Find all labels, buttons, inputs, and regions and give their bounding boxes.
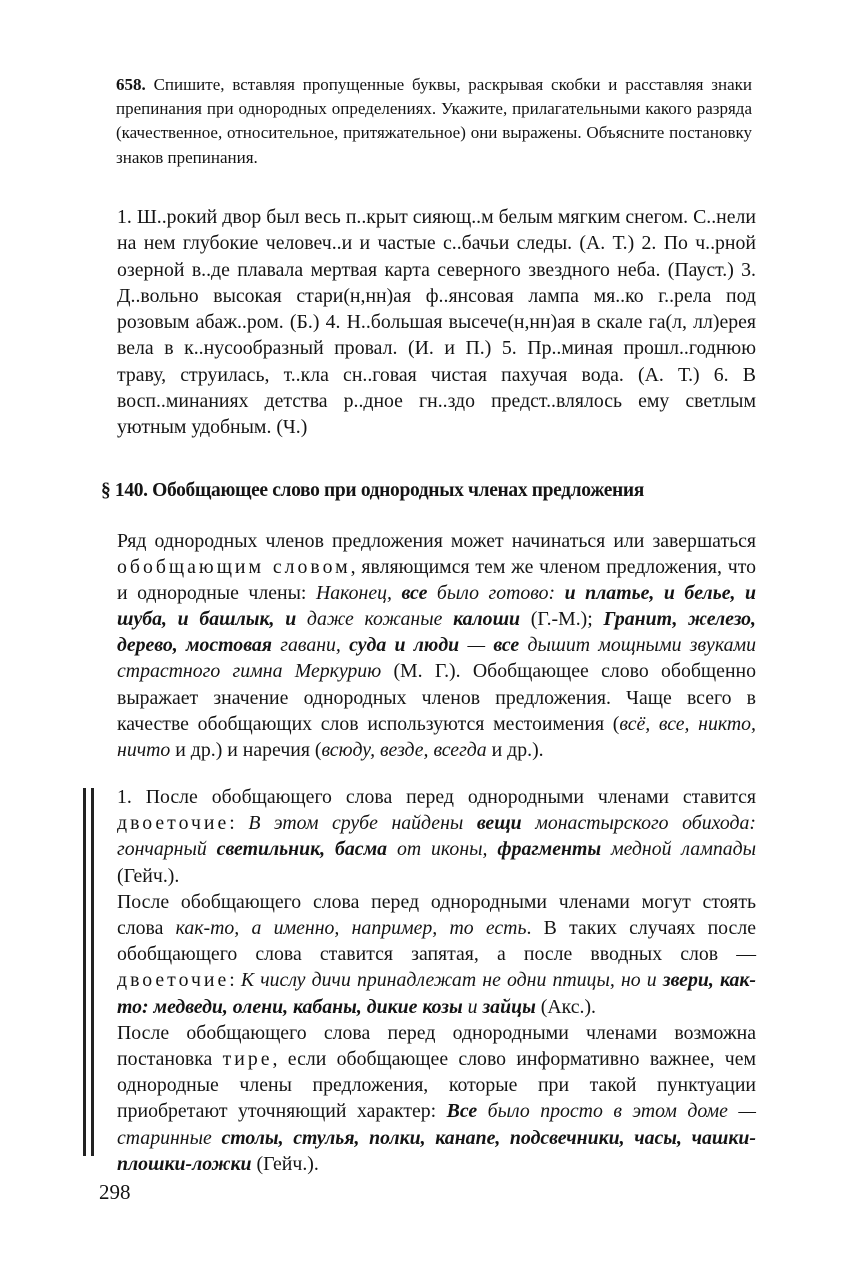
example: К числу дичи принадлежат не одни птицы, но и — [240, 969, 663, 992]
example-bold: все — [401, 582, 428, 605]
example: Наконец, — [315, 582, 402, 605]
exercise-instruction — [116, 73, 752, 170]
text: и др.) и наречия ( — [170, 738, 322, 761]
example-bold: столы, стулья, полки, канапе, подсвечники, часы, чашки-плошки-ложки — [117, 1126, 756, 1175]
example-bold: фрагменты — [497, 838, 602, 861]
text: 1. После обобщающего слова перед однородными членами ставится — [117, 786, 756, 808]
text: (Гейч.). — [117, 864, 180, 887]
example: медной лампады — [601, 838, 757, 861]
text: После обобщающего слова перед однородными членами возможна постановка — [117, 1021, 756, 1071]
text: Ряд однородных членов предложения может начинаться или завершаться — [117, 530, 756, 552]
example: от иконы, — [387, 838, 498, 861]
example: даже кожаные — [296, 608, 454, 631]
example-bold: суда и люди — [349, 634, 460, 657]
spaced-term: двоеточие — [117, 812, 230, 835]
exercise-sentences: 1. Ш..рокий двор был весь п..крыт сияющ..м белым мягким снегом. С..нели на нем глубокие человеч..и и частые с..бачьи следы. (А. Т.) 2. По ч..рной озерной в..де плавала мертвая карта северного звездного неба. (Пауст.) 3. Д..вольно высокая стари(н,нн)ая ф..янсовая лампа мя..ко г..рела под розовым абаж..ром. (Б.) 4. Н..большая высече(н,нн)ая в скале га(л, лл)ерея вела в к..нусообразный провал. (И. и П.) 5. Пр..миная прошл..годнюю траву, струилась, т..кла сн..говая чистая пахучая вода. (А. Т.) 6. В восп..минаниях детства р..дное гн..здо предст..влялось ему светлым уютным удобным. (Ч.) — [117, 206, 756, 439]
text: (Акс.). — [535, 995, 597, 1018]
example: — — [459, 634, 494, 657]
example-bold: зайцы — [482, 995, 536, 1018]
rule-2 — [117, 889, 756, 1020]
text: : — [229, 812, 249, 835]
text: : — [229, 969, 241, 992]
text: (Гейч.). — [251, 1152, 319, 1175]
example: и — [462, 995, 483, 1018]
punctuation-rules — [117, 784, 756, 1177]
example-bold: все — [493, 634, 520, 657]
rule-3 — [117, 1020, 756, 1177]
example-bold: Гранит, железо, дерево, мостовая — [117, 608, 756, 657]
example-bold: и платье, и белье, и шуба, и башлык, и — [117, 582, 756, 631]
text: (Г.-М.); — [520, 608, 604, 631]
page-number: 298 — [99, 1180, 131, 1204]
rule-1 — [117, 784, 756, 889]
text: и др.). — [486, 738, 544, 761]
text: . В таких случаях после обобщающего слова ставится запятая, а после вводных слов — — [117, 917, 756, 966]
example: дышит мощными звуками страстного гимна Меркурию — [117, 634, 756, 683]
example-bold: звери, как-то: медведи, олени, кабаны, дикие козы — [117, 969, 756, 1018]
example-bold: Все — [446, 1100, 478, 1123]
theory-paragraph — [117, 528, 756, 763]
rules-border-line — [91, 788, 94, 1156]
example: В этом срубе найдены — [248, 812, 477, 835]
example: гавани, — [271, 634, 350, 657]
example: было просто в этом доме — старинные — [117, 1100, 757, 1149]
example: было готово: — [427, 582, 565, 605]
example: монастырского обихода: гончарный — [117, 812, 756, 861]
exercise-number: 658. — [116, 75, 146, 94]
text: (М. Г.). Обобщающее слово обобщенно выражает значение однородных членов предложения. Чаще всего в качестве обобщающих слов используются местоимения ( — [117, 660, 757, 735]
example-bold: калоши — [453, 608, 521, 631]
rules-border-line — [83, 788, 86, 1156]
section-heading: § 140. Обобщающее слово при однородных членах предложения — [101, 480, 644, 501]
text: , являющимся тем же членом предложения, что и однородные члены: — [117, 556, 757, 605]
example: всюду, везде, всегда — [321, 738, 487, 761]
example: всё, все, никто, ничто — [117, 712, 756, 761]
text: , если обобщающее слово информативно важнее, чем однородные члены предложения, которые при такой пунктуации приобретают уточняющий характер: — [117, 1048, 756, 1123]
exercise-text: Спишите, вставляя пропущенные буквы, раскрывая скобки и расставляя знаки препинания при однородных определениях. Укажите, прилагательными какого разряда (качественное, относительное, притяжательное) они выражены. Объясните постановку знаков препинания. — [116, 75, 752, 167]
spaced-term: двоеточие — [117, 969, 230, 992]
text: После обобщающего слова перед однородными членами могут стоять слова — [117, 890, 756, 940]
example-bold: вещи — [476, 812, 522, 835]
spaced-term: тире — [222, 1048, 273, 1071]
spaced-term: обобщающим словом — [117, 556, 351, 579]
example: как-то, а именно, например, то есть — [175, 917, 527, 940]
example-bold: светильник, басма — [216, 838, 388, 861]
